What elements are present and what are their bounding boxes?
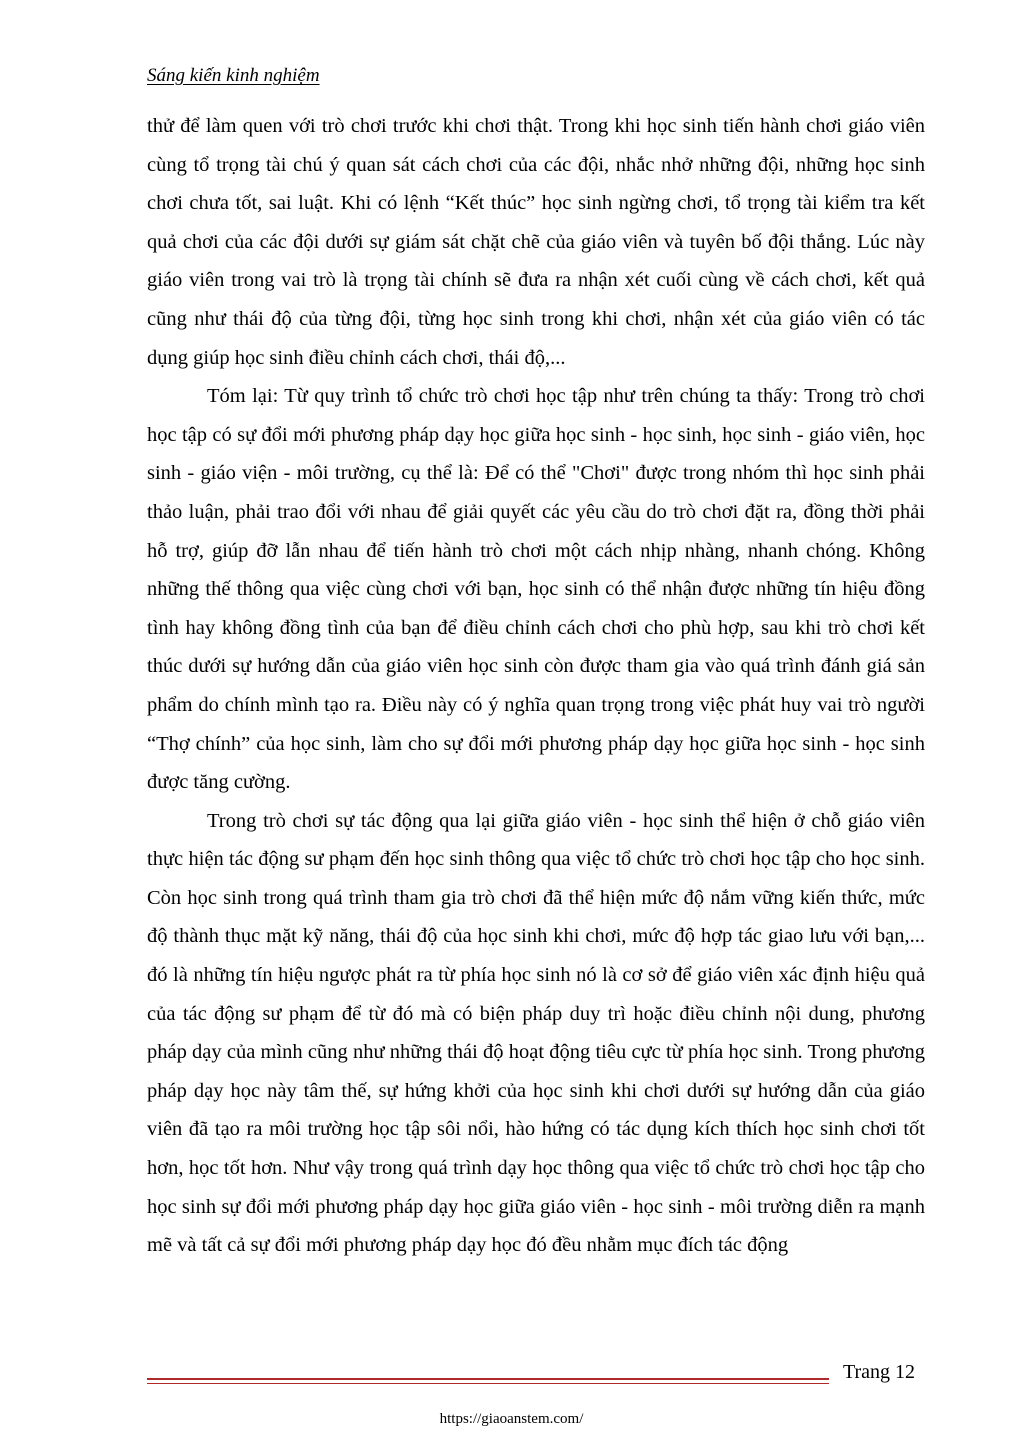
paragraph-interaction: Trong trò chơi sự tác động qua lại giữa giáo viên - học sinh thể hiện ở chỗ giáo viên thực hiện tác động sư phạm đến học sinh thông qua việc tổ chức trò chơi học tập cho học sinh. Còn học sinh trong quá trình tham gia trò chơi đã thể hiện mức độ nắm vững kiến thức, mức độ thành thục mặt kỹ năng, thái độ của học sinh khi chơi, mức độ hợp tác giao lưu với bạn,... đó là những tín hiệu ngược phát ra từ phía học sinh nó là cơ sở để giáo viên xác định hiệu quả của tác động sư phạm để từ đó mà có biện pháp duy trì hoặc điều chỉnh nội dung, phương pháp dạy của mình cũng như những thái độ hoạt động tiêu cực từ phía học sinh. Trong phương pháp dạy học này tâm thế, sự hứng khởi của học sinh khi chơi dưới sự hướng dẫn của giáo viên đã tạo ra môi trường học tập sôi nổi, hào hứng có tác dụng kích thích học sinh chơi tốt hơn, học tốt hơn. Như vậy trong quá trình dạy học thông qua việc tổ chức trò chơi học tập cho học sinh sự đổi mới phương pháp dạy học giữa giáo viên - học sinh - môi trường diễn ra mạnh mẽ và tất cả sự đổi mới phương pháp dạy học đó đều nhằm mục đích tác động: [147, 809, 925, 1257]
footer-rule-secondary: [147, 1383, 829, 1384]
page-number: Trang 12: [843, 1361, 916, 1383]
paragraph-continuation: thử để làm quen với trò chơi trước khi chơi thật. Trong khi học sinh tiến hành chơi giáo viên cùng tổ trọng tài chú ý quan sát cách chơi của các đội, nhắc nhở những đội, những học sinh chơi chưa tốt, sai luật. Khi có lệnh “Kết thúc” học sinh ngừng chơi, tổ trọng tài kiểm tra kết quả chơi của các đội dưới sự giám sát chặt chẽ của giáo viên và tuyên bố đội thắng. Lúc này giáo viên trong vai trò là trọng tài chính sẽ đưa ra nhận xét cuối cùng về cách chơi, kết quả cũng như thái độ của từng đội, từng học sinh trong khi chơi, nhận xét của giáo viên có tác dụng giúp học sinh điều chỉnh cách chơi, thái độ,...: [147, 115, 925, 369]
footer-url[interactable]: https://giaoanstem.com/: [439, 1411, 584, 1427]
paragraph-summary: Tóm lại: Từ quy trình tổ chức trò chơi học tập như trên chúng ta thấy: Trong trò chơi học tập có sự đổi mới phương pháp dạy học giữa học sinh - học sinh, học sinh - giáo viên, học sinh - giáo viện - môi trường, cụ thể là: Để có thể "Chơi" được trong nhóm thì học sinh phải thảo luận, phải trao đổi với nhau để giải quyết các yêu cầu do trò chơi đặt ra, đồng thời phải hỗ trợ, giúp đỡ lẫn nhau để tiến hành trò chơi một cách nhịp nhàng, nhanh chóng. Không những thế thông qua việc cùng chơi với bạn, học sinh có thể nhận được những tín hiệu đồng tình hay không đồng tình của bạn để điều chỉnh cách chơi cho phù hợp, sau khi trò chơi kết thúc dưới sự hướng dẫn của giáo viên học sinh còn được tham gia vào quá trình đánh giá sản phẩm do chính mình tạo ra. Điều này có ý nghĩa quan trọng trong việc phát huy vai trò người “Thợ chính” của học sinh, làm cho sự đổi mới phương pháp dạy học giữa học sinh - học sinh được tăng cường.: [147, 385, 925, 794]
footer-rule: [147, 1378, 829, 1380]
document-header: Sáng kiến kinh nghiệm: [147, 65, 320, 86]
document-body: [147, 107, 925, 1265]
